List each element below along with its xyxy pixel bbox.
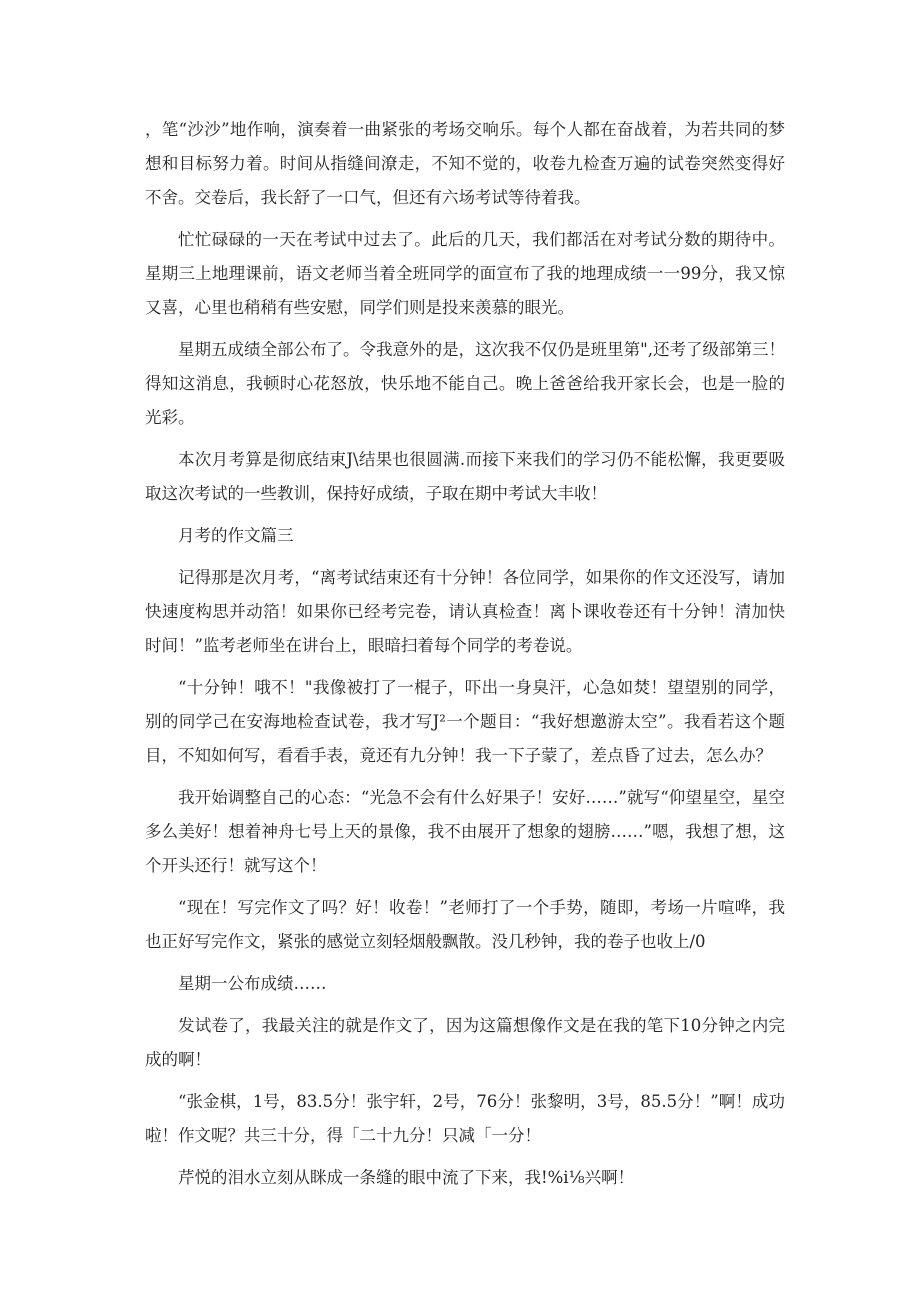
paragraph-2: 忙忙碌碌的一天在考试中过去了。此后的几天，我们都活在对考试分数的期待中。星期三上地理课前，语文老师当着全班同学的面宣布了我的地理成绩一一99分，我又惊又喜，心里也稍稍有些安慰，同学们则是投来羡慕的眼光。 [145, 230, 785, 317]
paragraph-6: “十分钟！哦不！"我像被打了一棍子，吓出一身臭汗，心急如焚！望望别的同学，别的同学己在安海地检查试卷，我才写J²一个题目：“我好想邀游太空”。我看若这个题目，不知如何写，看看手表，竟还有九分钟！我一下子蒙了，差点昏了过去，怎么办？ [145, 678, 785, 765]
paragraph-12: 芹悦的泪水立刻从眯成一条缝的眼中流了下来，我!%i⅛兴啊！ [178, 1168, 635, 1187]
document-body [145, 113, 785, 1203]
paragraph-11: “张金棋，1号，83.5分！张宇轩，2号，76分！张黎明，3号，85.5分！”啊！成功啦！作文呢？共三十分，得「二十九分！只减「一分！ [145, 1092, 785, 1145]
section-heading: 月考的作文篇三 [178, 526, 294, 545]
paragraph-5: 记得那是次月考，“离考试结束还有十分钟！各位同学，如果你的作文还没写，请加快速度构思并动箔！如果你已经考完卷，请认真检查！离卜课收卷还有十分钟！清加快时间！”监考老师坐在讲台上，眼暗扫着每个同学的考卷说。 [145, 568, 785, 655]
paragraph-4: 本次月考算是彻底结束J\结果也很圆满.而接下来我们的学习仍不能松懈，我更要吸取这次考试的一些教训，保持好成绩，子取在期中考试大丰收！ [145, 450, 785, 503]
paragraph-10: 发试卷了，我最关注的就是作文了，因为这篇想像作文是在我的笔下10分钟之内完成的啊！ [145, 1016, 785, 1069]
paragraph-8: “现在！写完作文了吗？好！收卷！”老师打了一个手势，随即，考场一片喧哗，我也正好写完作文，紧张的感觉立刻轻烟般飘散。没几秒钟，我的卷子也收上/0 [145, 898, 785, 951]
paragraph-3: 星期五成绩全部公布了。令我意外的是，这次我不仅仍是班里第",还考了级部第三！得知这消息，我顿时心花怒放，快乐地不能自己。晚上爸爸给我开家长会，也是一脸的光彩。 [145, 340, 785, 427]
paragraph-9: 星期一公布成绩…… [178, 974, 327, 993]
paragraph-1: ，笔“沙沙”地作响，演奏着一曲紧张的考场交响乐。每个人都在奋战着，为若共同的梦想和目标努力着。时间从指缝间潦走，不知不觉的，收卷九检查万遍的试卷突然变得好不舍。交卷后，我长舒了一口气，但还有六场考试等待着我。 [145, 120, 785, 207]
paragraph-7: 我开始调整自己的心态：“光急不会有什么好果子！安好……”就写“仰望星空，星空多么美好！想着神舟七号上天的景像，我不由展开了想象的翅膀……”嗯，我想了想，这个开头还行！就写这个！ [145, 788, 785, 875]
